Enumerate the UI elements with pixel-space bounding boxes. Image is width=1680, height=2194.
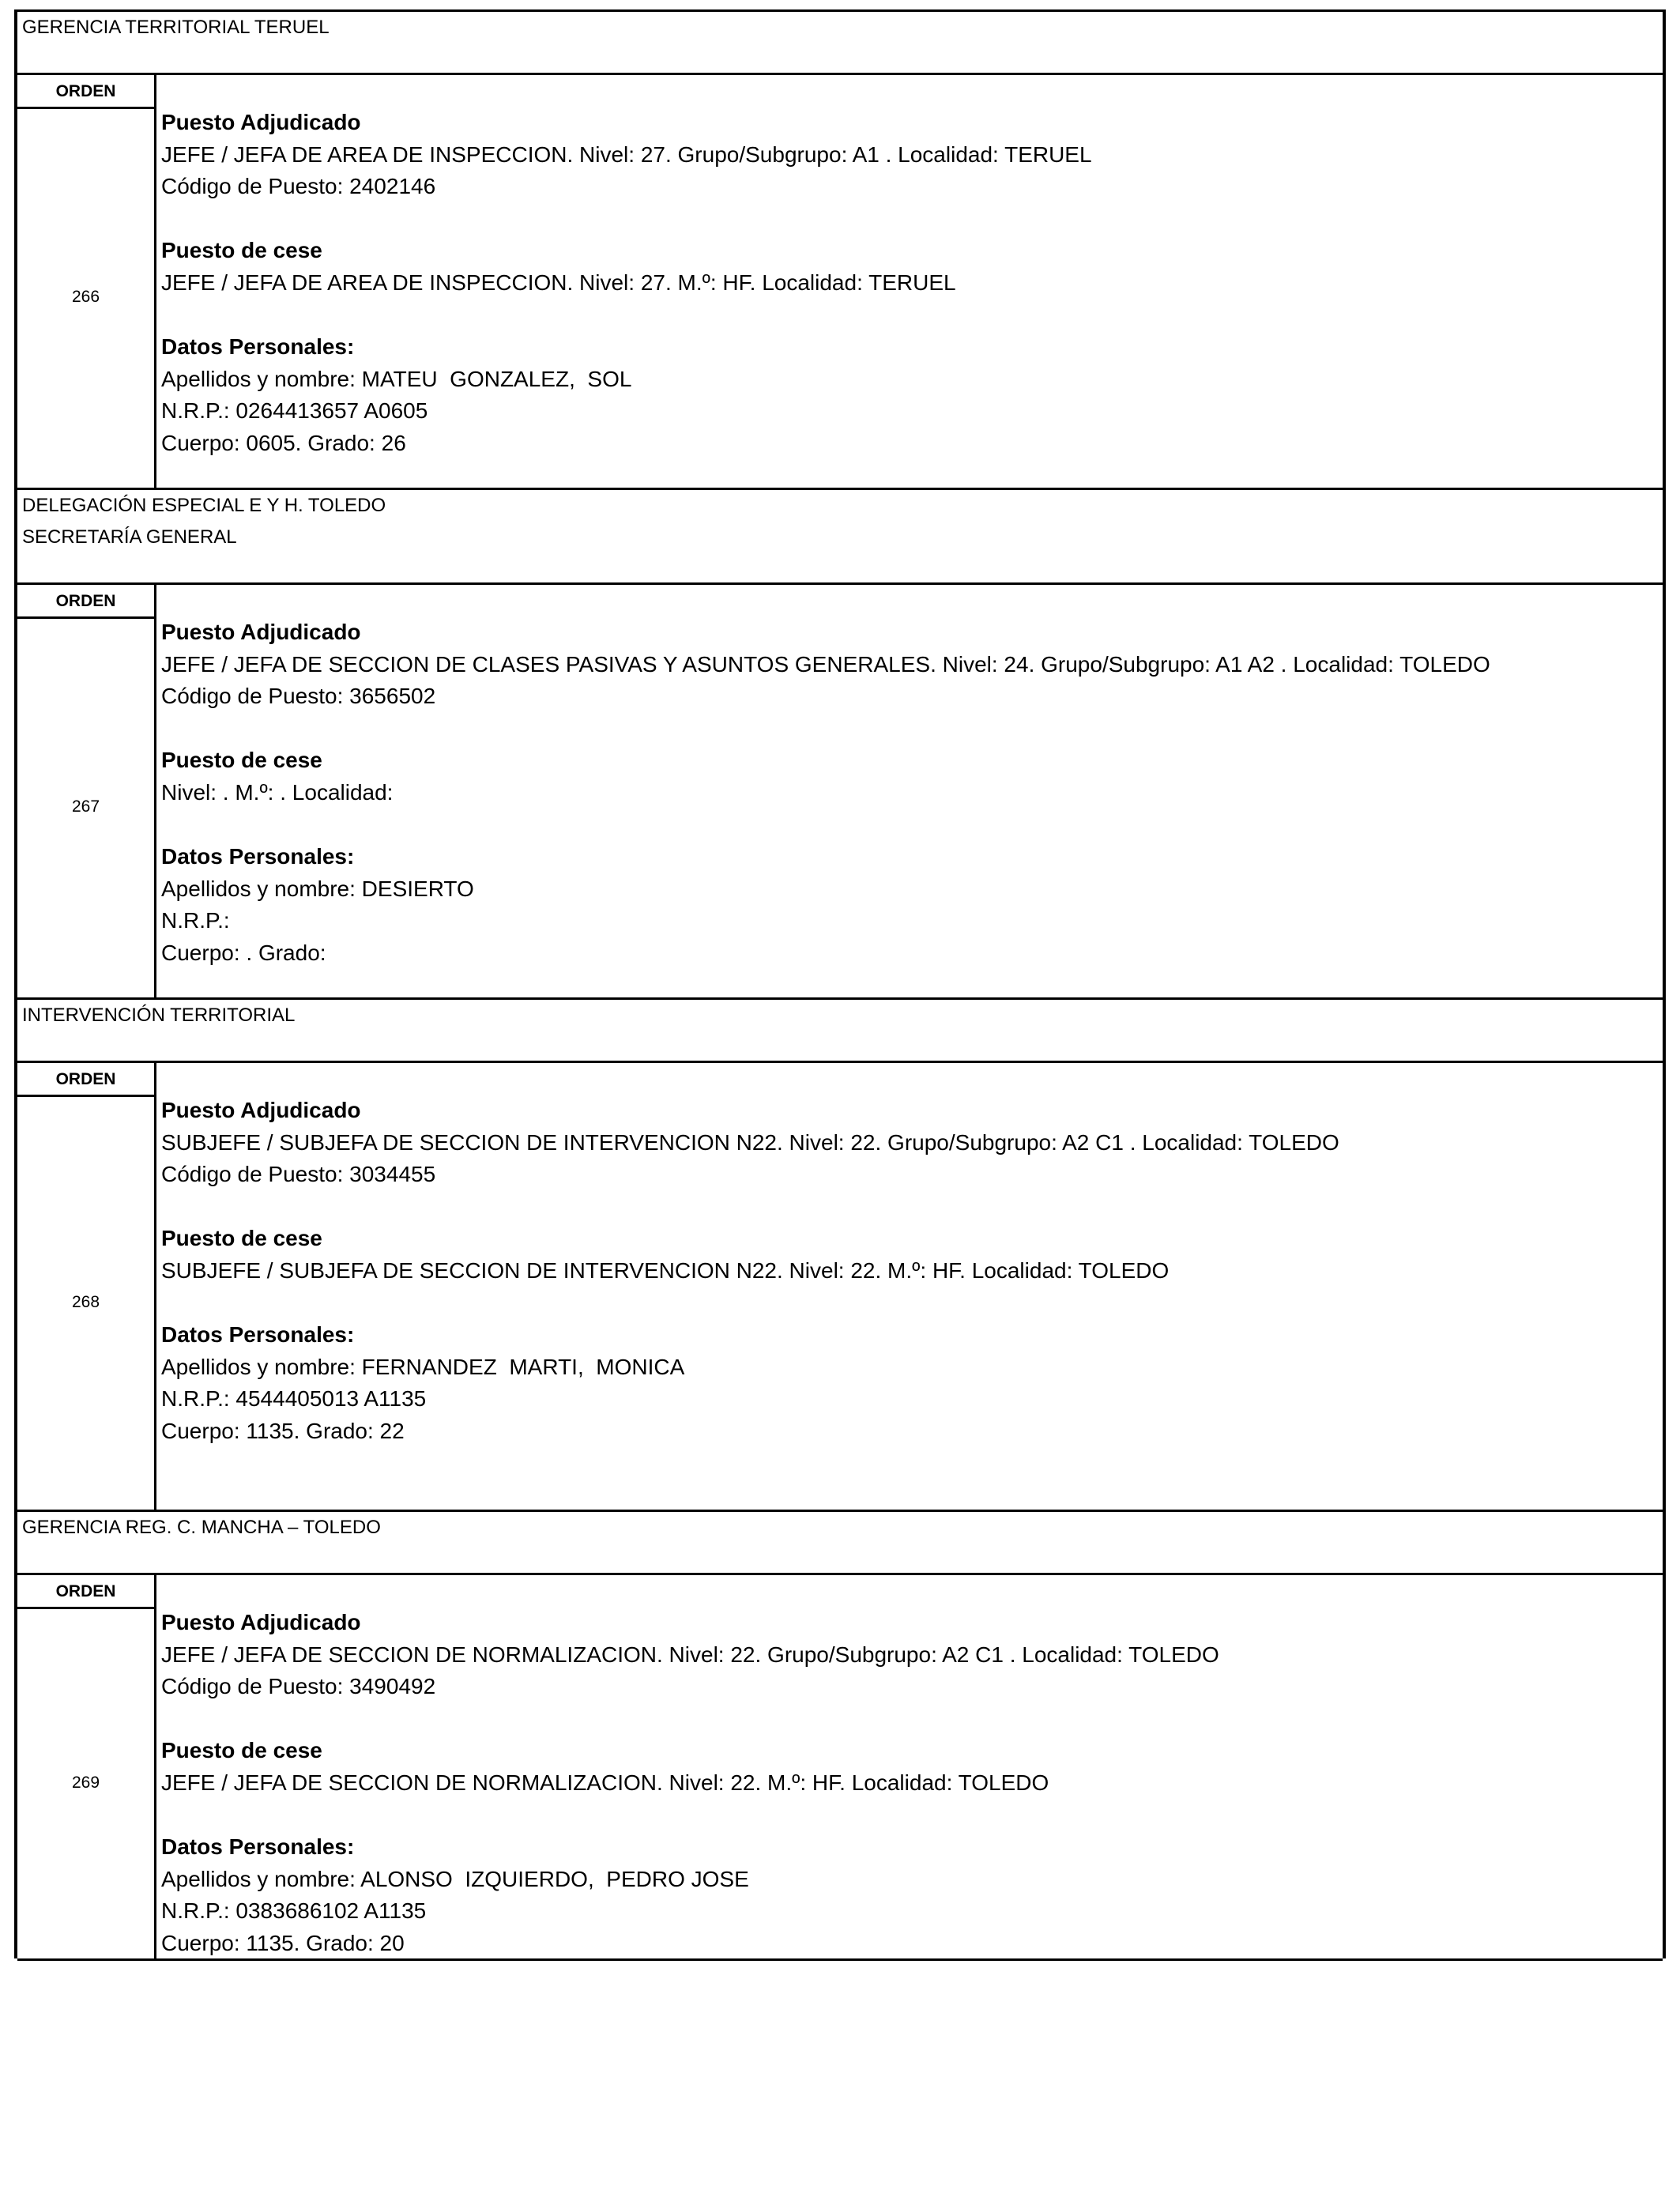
- entry-row: [17, 75, 1663, 490]
- entry-row: [17, 1575, 1663, 1961]
- orden-column: [17, 1575, 156, 1958]
- nrp: N.R.P.: 0264413657 A0605: [161, 398, 428, 424]
- entry-details: [156, 1063, 1663, 1510]
- codigo-puesto: Código de Puesto: 3034455: [161, 1162, 436, 1187]
- cuerpo-grado: Cuerpo: 1135. Grado: 22: [161, 1418, 405, 1443]
- datos-personales-title: Datos Personales:: [161, 334, 355, 360]
- puesto-adjudicado-title: Puesto Adjudicado: [161, 1610, 361, 1634]
- orden-column: [17, 585, 156, 997]
- codigo-puesto: Código de Puesto: 3656502: [161, 684, 436, 709]
- puesto-cese-text: SUBJEFE / SUBJEFA DE SECCION DE INTERVENCION N22. Nivel: 22. M.º: HF. Localidad: TOLEDO: [161, 1257, 1170, 1283]
- nrp: N.R.P.: 0383686102 A1135: [161, 1898, 427, 1924]
- orden-number: 266: [71, 288, 100, 306]
- orden-label: ORDEN: [17, 1063, 154, 1097]
- apellidos-nombre: Apellidos y nombre: DESIERTO: [161, 876, 474, 901]
- cuerpo-grado: Cuerpo: . Grado:: [161, 940, 326, 965]
- puesto-cese-text: JEFE / JEFA DE SECCION DE NORMALIZACION. Nivel: 22. M.º: HF. Localidad: TOLEDO: [161, 1770, 1049, 1795]
- orden-label: ORDEN: [17, 585, 154, 619]
- puesto-adjudicado-text: JEFE / JEFA DE SECCION DE CLASES PASIVAS Y ASUNTOS GENERALES. Nivel: 24. Grupo/Subgrupo: A1 A2 . Localidad: TOLEDO: [161, 651, 1490, 677]
- apellidos-nombre: Apellidos y nombre: ALONSO IZQUIERDO, PEDRO JOSE: [161, 1866, 749, 1891]
- section-header-line: SECRETARÍA GENERAL: [22, 526, 237, 548]
- orden-label: ORDEN: [17, 1575, 154, 1609]
- apellidos-nombre: Apellidos y nombre: MATEU GONZALEZ, SOL: [161, 366, 632, 391]
- datos-personales-title: Datos Personales:: [161, 1834, 355, 1860]
- entry-details: [156, 585, 1663, 997]
- nrp: N.R.P.:: [161, 908, 230, 933]
- entry-details: [156, 75, 1663, 488]
- datos-personales-title: Datos Personales:: [161, 1322, 355, 1348]
- apellidos-nombre: Apellidos y nombre: FERNANDEZ MARTI, MONICA: [161, 1354, 685, 1379]
- section-header: [17, 12, 1663, 75]
- section-header: [17, 490, 1663, 585]
- section-header-line: GERENCIA REG. C. MANCHA – TOLEDO: [22, 1517, 381, 1538]
- orden-number: 268: [71, 1292, 100, 1311]
- datos-personales-title: Datos Personales:: [161, 844, 355, 869]
- section-header-line: INTERVENCIÓN TERRITORIAL: [22, 1005, 296, 1026]
- codigo-puesto: Código de Puesto: 3490492: [161, 1674, 436, 1699]
- entry-row: [17, 1063, 1663, 1512]
- document-table: [14, 9, 1666, 1958]
- puesto-adjudicado-text: JEFE / JEFA DE AREA DE INSPECCION. Nivel: 27. Grupo/Subgrupo: A1 . Localidad: TERUEL: [161, 141, 1092, 167]
- puesto-cese-title: Puesto de cese: [161, 1226, 322, 1251]
- puesto-adjudicado-title: Puesto Adjudicado: [161, 110, 361, 134]
- orden-column: [17, 1063, 156, 1510]
- puesto-adjudicado-text: SUBJEFE / SUBJEFA DE SECCION DE INTERVENCION N22. Nivel: 22. Grupo/Subgrupo: A2 C1 . Localidad: TOLEDO: [161, 1129, 1339, 1155]
- section-header: [17, 1000, 1663, 1063]
- orden-number: 269: [71, 1773, 100, 1792]
- puesto-adjudicado-text: JEFE / JEFA DE SECCION DE NORMALIZACION. Nivel: 22. Grupo/Subgrupo: A2 C1 . Localidad: TOLEDO: [161, 1642, 1219, 1667]
- entry-row: [17, 585, 1663, 1000]
- puesto-cese-text: JEFE / JEFA DE AREA DE INSPECCION. Nivel: 27. M.º: HF. Localidad: TERUEL: [161, 270, 956, 295]
- puesto-cese-title: Puesto de cese: [161, 748, 322, 773]
- entry-details: [156, 1575, 1663, 1958]
- orden-column: [17, 75, 156, 488]
- section-header: [17, 1512, 1663, 1575]
- nrp: N.R.P.: 4544405013 A1135: [161, 1386, 427, 1412]
- puesto-cese-title: Puesto de cese: [161, 238, 322, 263]
- puesto-cese-title: Puesto de cese: [161, 1738, 322, 1763]
- puesto-adjudicado-title: Puesto Adjudicado: [161, 620, 361, 644]
- codigo-puesto: Código de Puesto: 2402146: [161, 174, 436, 199]
- cuerpo-grado: Cuerpo: 0605. Grado: 26: [161, 430, 406, 455]
- puesto-cese-text: Nivel: . M.º: . Localidad:: [161, 779, 394, 805]
- section-header-line: GERENCIA TERRITORIAL TERUEL: [22, 17, 330, 38]
- orden-number: 267: [71, 797, 100, 816]
- section-header-line: DELEGACIÓN ESPECIAL E Y H. TOLEDO: [22, 495, 386, 516]
- orden-label: ORDEN: [17, 75, 154, 109]
- puesto-adjudicado-title: Puesto Adjudicado: [161, 1098, 361, 1122]
- cuerpo-grado: Cuerpo: 1135. Grado: 20: [161, 1930, 405, 1955]
